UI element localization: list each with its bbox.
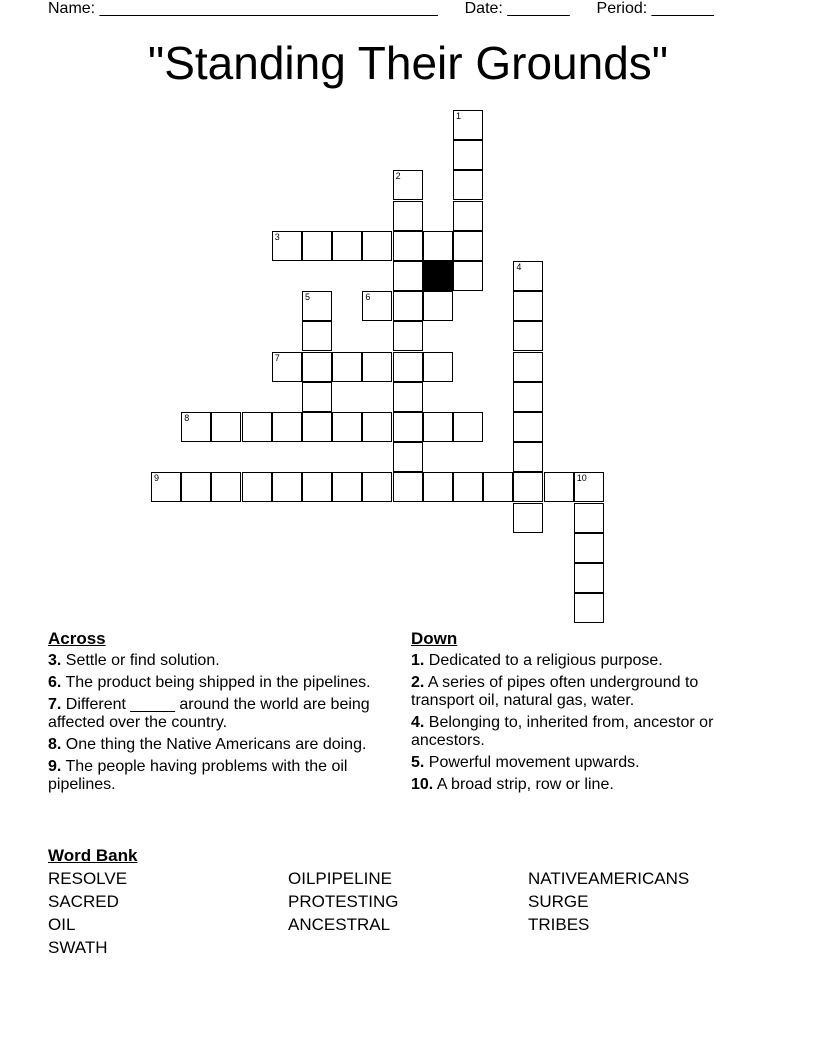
- clue-text: One thing the Native Americans are doing.: [61, 736, 367, 753]
- crossword-black-cell: [423, 261, 453, 291]
- cell-number: 6: [365, 292, 371, 303]
- word-bank-word: SURGE: [528, 892, 589, 911]
- crossword-cell[interactable]: [272, 352, 302, 382]
- crossword-cell[interactable]: [513, 352, 543, 382]
- crossword-cell[interactable]: [302, 472, 332, 502]
- crossword-cell[interactable]: [574, 503, 604, 533]
- clue-text: The people having problems with the oil pipelines.: [48, 758, 348, 793]
- down-clues: [411, 630, 756, 798]
- clue-number: 5.: [411, 754, 425, 771]
- crossword-cell[interactable]: [393, 291, 423, 321]
- crossword-cell[interactable]: [362, 352, 392, 382]
- clue-number: 3.: [48, 652, 62, 669]
- word-bank-heading: Word Bank: [48, 846, 138, 865]
- crossword-cell[interactable]: [393, 442, 423, 472]
- crossword-cell[interactable]: [393, 231, 423, 261]
- clue-number: 4.: [411, 714, 425, 731]
- word-bank-word: PROTESTING: [288, 892, 399, 911]
- crossword-cell[interactable]: [393, 170, 423, 200]
- crossword-cell[interactable]: [513, 321, 543, 351]
- crossword-cell[interactable]: [302, 382, 332, 412]
- across-clue: [48, 696, 378, 732]
- crossword-cell[interactable]: [453, 110, 483, 140]
- down-clue: [411, 674, 756, 710]
- crossword-cell[interactable]: [362, 472, 392, 502]
- crossword-cell[interactable]: [393, 382, 423, 412]
- crossword-cell[interactable]: [453, 231, 483, 261]
- crossword-cell[interactable]: [211, 472, 241, 502]
- down-clue: [411, 776, 756, 794]
- crossword-cell[interactable]: [302, 291, 332, 321]
- crossword-cell[interactable]: [362, 231, 392, 261]
- crossword-cell[interactable]: [302, 321, 332, 351]
- cell-number: 4: [516, 262, 522, 272]
- across-clue: [48, 652, 378, 670]
- crossword-cell[interactable]: [393, 412, 423, 442]
- down-clue: [411, 714, 756, 750]
- crossword-cell[interactable]: [272, 412, 302, 442]
- across-heading: Across: [48, 629, 106, 648]
- date-label: Date: _______: [464, 0, 570, 17]
- word-bank-word: ANCESTRAL: [288, 915, 391, 934]
- cell-number: 1: [456, 111, 462, 121]
- crossword-cell[interactable]: [423, 291, 453, 321]
- crossword-cell[interactable]: [362, 291, 392, 321]
- crossword-cell[interactable]: [453, 170, 483, 200]
- crossword-cell[interactable]: [211, 412, 241, 442]
- crossword-cell[interactable]: [242, 412, 272, 442]
- clue-number: 6.: [48, 674, 62, 691]
- crossword-cell[interactable]: [151, 472, 181, 502]
- crossword-cell[interactable]: [423, 472, 453, 502]
- clue-number: 2.: [411, 674, 425, 691]
- cell-number: 3: [274, 231, 280, 242]
- crossword-cell[interactable]: [272, 231, 302, 261]
- word-bank-word: TRIBES: [528, 915, 590, 934]
- crossword-cell[interactable]: [302, 412, 332, 442]
- crossword-cell[interactable]: [332, 412, 362, 442]
- crossword-cell[interactable]: [272, 472, 302, 502]
- word-bank-word: OILPIPELINE: [288, 869, 392, 888]
- cell-number: 10: [576, 473, 587, 484]
- crossword-cell[interactable]: [513, 412, 543, 442]
- crossword-cell[interactable]: [393, 472, 423, 502]
- across-clue: [48, 736, 378, 754]
- crossword-cell[interactable]: [513, 261, 543, 291]
- crossword-cell[interactable]: [332, 231, 362, 261]
- crossword-cell[interactable]: [181, 472, 211, 502]
- crossword-cell[interactable]: [453, 201, 483, 231]
- down-clue: [411, 754, 756, 772]
- crossword-cell[interactable]: [513, 442, 543, 472]
- clue-number: 9.: [48, 758, 62, 775]
- clue-number: 10.: [411, 776, 434, 793]
- cell-number: 8: [184, 413, 190, 423]
- crossword-cell[interactable]: [362, 412, 392, 442]
- crossword-cell[interactable]: [574, 472, 604, 502]
- clue-text: Dedicated to a religious purpose.: [424, 652, 663, 669]
- across-clues: [48, 630, 378, 798]
- crossword-cell[interactable]: [393, 352, 423, 382]
- crossword-cell[interactable]: [513, 291, 543, 321]
- clue-text: The product being shipped in the pipelines.: [61, 674, 371, 691]
- clue-text: Settle or find solution.: [61, 652, 220, 669]
- cell-number: 5: [305, 292, 311, 303]
- crossword-cell[interactable]: [332, 472, 362, 502]
- crossword-cell[interactable]: [242, 472, 272, 502]
- down-clue: [411, 652, 756, 670]
- crossword-cell[interactable]: [302, 231, 332, 261]
- crossword-cell[interactable]: [393, 201, 423, 231]
- clue-number: 7.: [48, 696, 62, 713]
- word-bank-word: SWATH: [48, 938, 108, 957]
- clue-text: Belonging to, inherited from, ancestor or ancestors.: [411, 714, 714, 749]
- crossword-cell[interactable]: [423, 352, 453, 382]
- across-clue: [48, 758, 378, 794]
- clue-text: Powerful movement upwards.: [424, 754, 640, 771]
- page-title: "Standing Their Grounds": [147, 37, 669, 89]
- crossword-cell[interactable]: [483, 472, 513, 502]
- word-bank-word: NATIVEAMERICANS: [528, 869, 690, 888]
- crossword-cell[interactable]: [574, 533, 604, 563]
- crossword-cell[interactable]: [453, 472, 483, 502]
- clue-number: 1.: [411, 652, 425, 669]
- across-clue: [48, 674, 378, 692]
- word-bank-word: RESOLVE: [48, 869, 128, 888]
- word-bank: [48, 846, 768, 958]
- cell-number: 9: [154, 473, 160, 484]
- clue-text: A series of pipes often underground to transport oil, natural gas, water.: [411, 674, 699, 709]
- crossword-cell[interactable]: [574, 593, 604, 623]
- word-bank-word: SACRED: [48, 892, 119, 911]
- period-label: Period: _______: [596, 0, 714, 17]
- crossword-cell[interactable]: [423, 231, 453, 261]
- crossword-cell[interactable]: [393, 321, 423, 351]
- crossword-cell[interactable]: [513, 382, 543, 412]
- crossword-cell[interactable]: [513, 503, 543, 533]
- crossword-cell[interactable]: [302, 352, 332, 382]
- crossword-cell[interactable]: [453, 140, 483, 170]
- crossword-cell[interactable]: [453, 261, 483, 291]
- clue-text: Different _____ around the world are being affected over the country.: [48, 696, 370, 731]
- crossword-cell[interactable]: [574, 563, 604, 593]
- name-label: Name: ______________________________________: [48, 0, 438, 17]
- crossword-cell[interactable]: [544, 472, 574, 502]
- clue-text: A broad strip, row or line.: [433, 776, 614, 793]
- cell-number: 2: [395, 171, 401, 182]
- crossword-cell[interactable]: [332, 352, 362, 382]
- crossword-cell[interactable]: [181, 412, 211, 442]
- crossword-cell[interactable]: [393, 261, 423, 291]
- crossword-cell[interactable]: [453, 412, 483, 442]
- clue-number: 8.: [48, 736, 62, 753]
- word-bank-word: OIL: [48, 915, 76, 934]
- down-heading: Down: [411, 629, 458, 648]
- crossword-cell[interactable]: [513, 472, 543, 502]
- cell-number: 7: [274, 352, 280, 363]
- crossword-cell[interactable]: [423, 412, 453, 442]
